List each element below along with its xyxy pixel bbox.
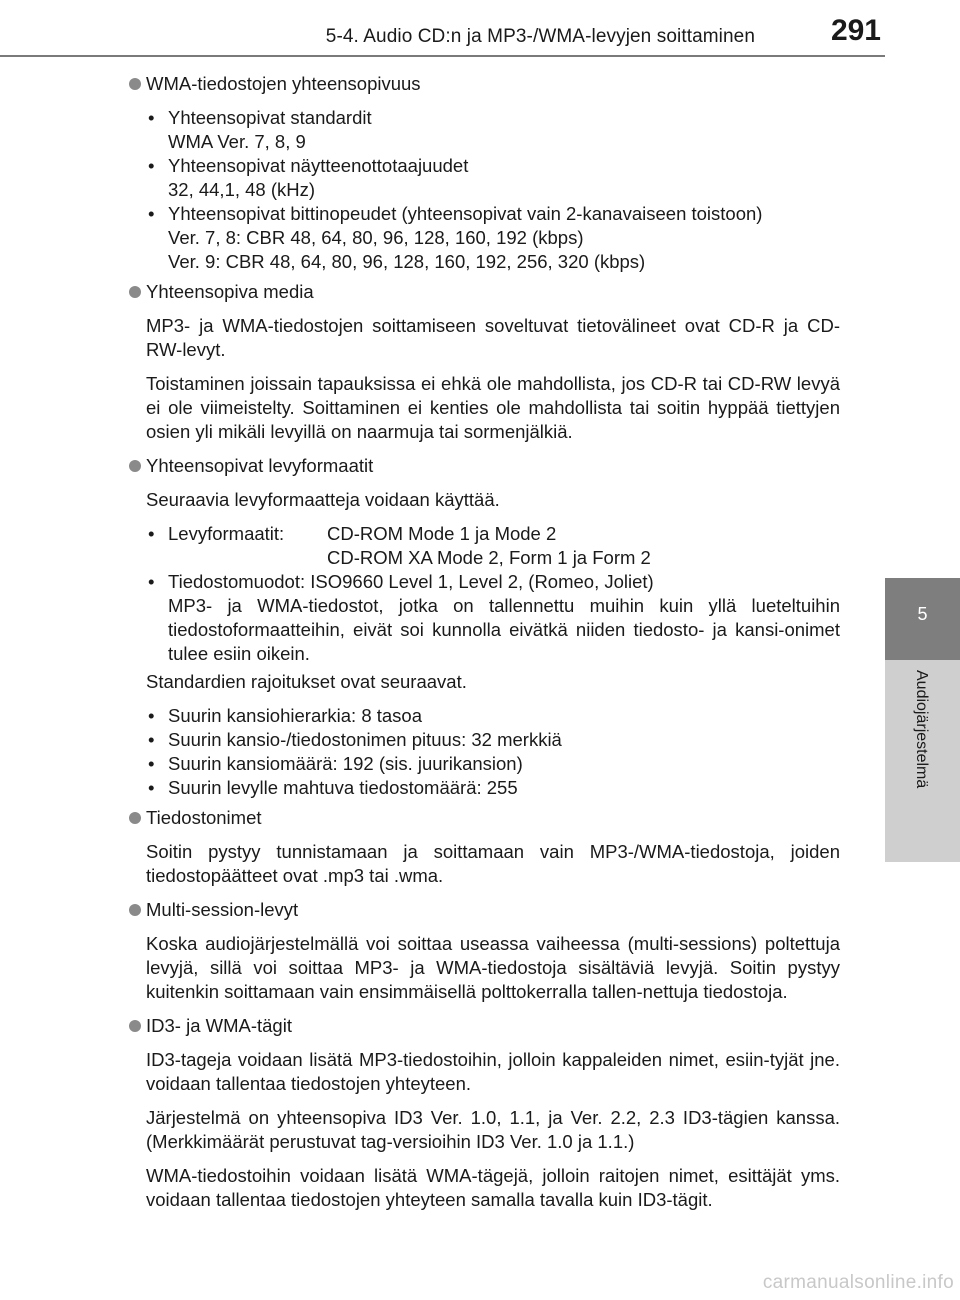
paragraph: Koska audiojärjestelmällä voi soittaa useassa vaiheessa (multi-sessions) poltettuja levyjä, sillä voi soittaa MP3- ja WMA-tiedostoja sisältäviä levyjä. Soitin pystyy kuitenkin soittamaan vain ensimmäisellä polttokerralla tallen-nettuja tiedostoja. <box>146 933 840 1002</box>
paragraph: Järjestelmä on yhteensopiva ID3 Ver. 1.0, 1.1, ja Ver. 2.2, 2.3 ID3-tägien kanssa. (Merkkimäärät perustuvat tag-versioihin ID3 Ver. 1.0 ja 1.1.) <box>146 1107 840 1152</box>
page-header <box>0 0 885 56</box>
section-body-media <box>146 314 840 444</box>
chapter-label: Audiojärjestelmä <box>913 670 930 789</box>
bullet-circle-icon <box>129 286 141 298</box>
header-divider <box>0 55 885 57</box>
chapter-label-tab <box>885 660 960 862</box>
section-heading-formats: Yhteensopivat levyformaatit <box>128 454 840 478</box>
section-heading-tags: ID3- ja WMA-tägit <box>128 1014 840 1038</box>
paragraph: Standardien rajoitukset ovat seuraavat. <box>146 671 467 692</box>
list-item: • Suurin kansiomäärä: 192 (sis. juurikansion) <box>146 752 840 776</box>
paragraph: WMA-tiedostoihin voidaan lisätä WMA-tägejä, jolloin raitojen nimet, esittäjät yms. voidaan tallentaa tiedostojen yhteyteen samalla tavalla kuin ID3-tägit. <box>146 1165 840 1210</box>
list-item: • Suurin kansiohierarkia: 8 tasoa <box>146 704 840 728</box>
section-body-multisession <box>146 932 840 1004</box>
list-item: • Suurin levylle mahtuva tiedostomäärä: 255 <box>146 776 840 800</box>
section-heading-filenames: Tiedostonimet <box>128 806 840 830</box>
bullet-circle-icon <box>129 812 141 824</box>
bullet-circle-icon <box>129 460 141 472</box>
page-content <box>128 72 840 1222</box>
section-body-formats <box>146 488 840 800</box>
list-item: • Tiedostomuodot: ISO9660 Level 1, Level 2, (Romeo, Joliet) MP3- ja WMA-tiedostot, jotka on tallennettu muihin kuin yllä lueteltuihin tiedostoformaatteihin, eivät soi kunnolla eivätkä niiden tiedosto- ja kansi-onimet tulee esiin oikein. <box>146 570 840 666</box>
bullet-list <box>146 704 840 800</box>
bullet-list <box>146 522 840 666</box>
section-body-tags <box>146 1048 840 1212</box>
chapter-number: 5 <box>917 604 928 624</box>
bullet-circle-icon <box>129 1020 141 1032</box>
section-body-filenames <box>146 840 840 888</box>
list-item: • Yhteensopivat standardit WMA Ver. 7, 8, 9 <box>146 106 840 154</box>
paragraph: Soitin pystyy tunnistamaan ja soittamaan vain MP3-/WMA-tiedostoja, joiden tiedostopäätteet ovat .mp3 tai .wma. <box>146 841 840 886</box>
list-item: • Levyformaatit: CD-ROM Mode 1 ja Mode 2 CD-ROM XA Mode 2, Form 1 ja Form 2 <box>146 522 840 570</box>
bullet-circle-icon <box>129 904 141 916</box>
list-item: • Yhteensopivat näytteenottotaajuudet 32, 44,1, 48 (kHz) <box>146 154 840 202</box>
list-item: • Suurin kansio-/tiedostonimen pituus: 32 merkkiä <box>146 728 840 752</box>
section-title: 5-4. Audio CD:n ja MP3-/WMA-levyjen soittaminen <box>325 26 755 47</box>
bullet-circle-icon <box>129 78 141 90</box>
section-heading-media: Yhteensopiva media <box>128 280 840 304</box>
chapter-tab <box>885 578 960 660</box>
paragraph: Toistaminen joissain tapauksissa ei ehkä ole mahdollista, jos CD-R tai CD-RW levyä ei ole viimeistelty. Soittaminen ei kenties ole mahdollista tai soitin hyppää tiettyjen osien yli mikäli levyillä on naarmuja tai sormenjälkiä. <box>146 373 840 442</box>
bullet-list <box>146 106 840 274</box>
paragraph: Seuraavia levyformaatteja voidaan käyttää. <box>146 489 500 510</box>
section-heading-wma: WMA-tiedostojen yhteensopivuus <box>128 72 840 96</box>
page-number: 291 <box>830 14 881 47</box>
paragraph: ID3-tageja voidaan lisätä MP3-tiedostoihin, jolloin kappaleiden nimet, esiin-tyjät jne. voidaan tallentaa tiedostojen yhteyteen. <box>146 1049 840 1094</box>
list-item: • Yhteensopivat bittinopeudet (yhteensopivat vain 2-kanavaiseen toistoon) Ver. 7, 8: CBR 48, 64, 80, 96, 128, 160, 192 (kbps) Ver. 9: CBR 48, 64, 80, 96, 128, 160, 192, 256, 320 (kbps) <box>146 202 840 274</box>
watermark: carmanualsonline.info <box>762 1272 954 1293</box>
section-body-wma <box>146 106 840 274</box>
section-heading-multisession: Multi-session-levyt <box>128 898 840 922</box>
paragraph: MP3- ja WMA-tiedostojen soittamiseen soveltuvat tietovälineet ovat CD-R ja CD-RW-levyt. <box>146 315 840 360</box>
